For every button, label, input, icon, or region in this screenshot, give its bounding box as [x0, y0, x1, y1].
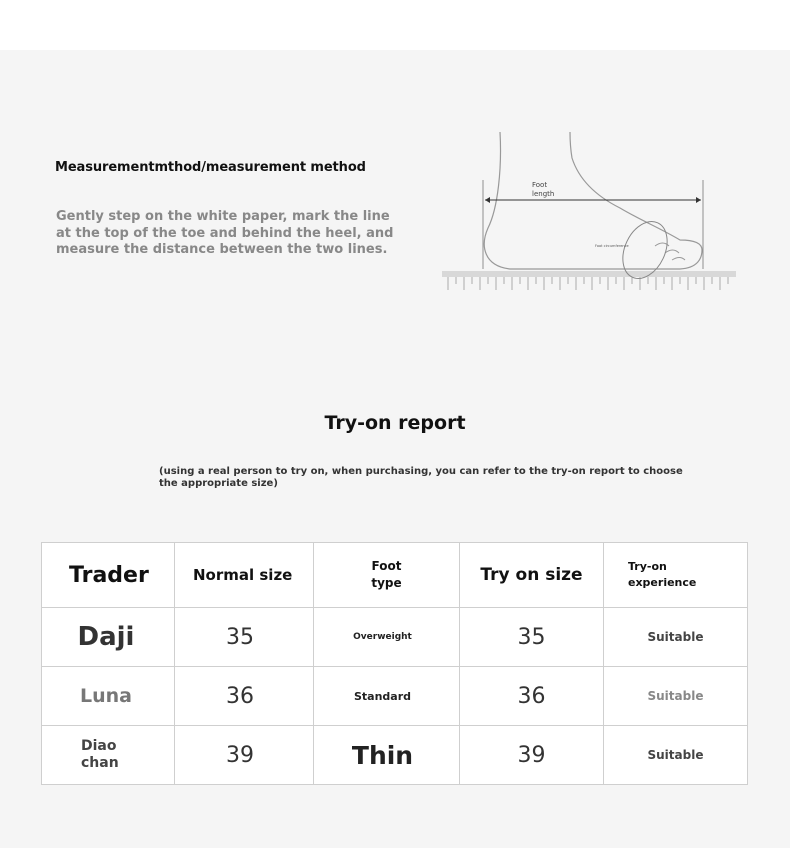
header-try-on-size: Try on size: [460, 543, 604, 608]
table-row: [42, 608, 748, 667]
header-experience-line-2: experience: [628, 576, 697, 589]
header-normal-size: Normal size: [175, 543, 314, 608]
header-trader: Trader: [42, 543, 175, 608]
foot-type-cell: Thin: [314, 726, 460, 785]
header-experience-line-1: Try-on: [628, 560, 667, 573]
header-experience: [604, 543, 748, 608]
table-row: [42, 667, 748, 726]
ruler-ticks: [448, 277, 728, 290]
foot-outline: [484, 132, 702, 269]
trader-cell: Luna: [42, 667, 175, 726]
try-on-size-cell: 36: [460, 667, 604, 726]
table-row: [42, 726, 748, 785]
foot-toes: [655, 243, 685, 260]
experience-cell: Suitable: [604, 608, 748, 667]
try-on-table: [41, 542, 748, 785]
arrow-head-left: [485, 197, 490, 203]
foot-type-cell: Standard: [314, 667, 460, 726]
normal-size-cell: 36: [175, 667, 314, 726]
try-on-size-cell: 35: [460, 608, 604, 667]
experience-cell: Suitable: [604, 667, 748, 726]
report-title: Try-on report: [324, 412, 466, 434]
normal-size-cell: 35: [175, 608, 314, 667]
header-foot-type: [314, 543, 460, 608]
normal-size-cell: 39: [175, 726, 314, 785]
method-description: Gently step on the white paper, mark the line at the top of the toe and behind the heel, and measure the distance between the two lines.: [56, 209, 394, 257]
arrow-head-right: [696, 197, 701, 203]
header-foot-type-line-2: type: [371, 576, 402, 590]
trader-name-line-2: chan: [81, 755, 119, 771]
trader-cell: Daji: [42, 608, 175, 667]
table-header-row: [42, 543, 748, 608]
report-note: (using a real person to try on, when purchasing, you can refer to the try-on report to choose the appropriate size): [159, 466, 683, 489]
header-foot-type-line-1: Foot: [371, 559, 402, 573]
foot-type-cell: Overweight: [314, 608, 460, 667]
method-title: Measurementmthod/measurement method: [55, 160, 366, 175]
trader-cell: [42, 726, 175, 785]
foot-length-label-2: length: [532, 190, 555, 198]
try-on-size-cell: 39: [460, 726, 604, 785]
experience-cell: Suitable: [604, 726, 748, 785]
foot-circumference-label: Foot circumference: [595, 244, 629, 248]
ruler-bar: [442, 271, 736, 277]
foot-length-label-1: Foot: [532, 181, 548, 189]
foot-measurement-diagram: [440, 128, 740, 298]
trader-name-line-1: Diao: [81, 738, 117, 754]
